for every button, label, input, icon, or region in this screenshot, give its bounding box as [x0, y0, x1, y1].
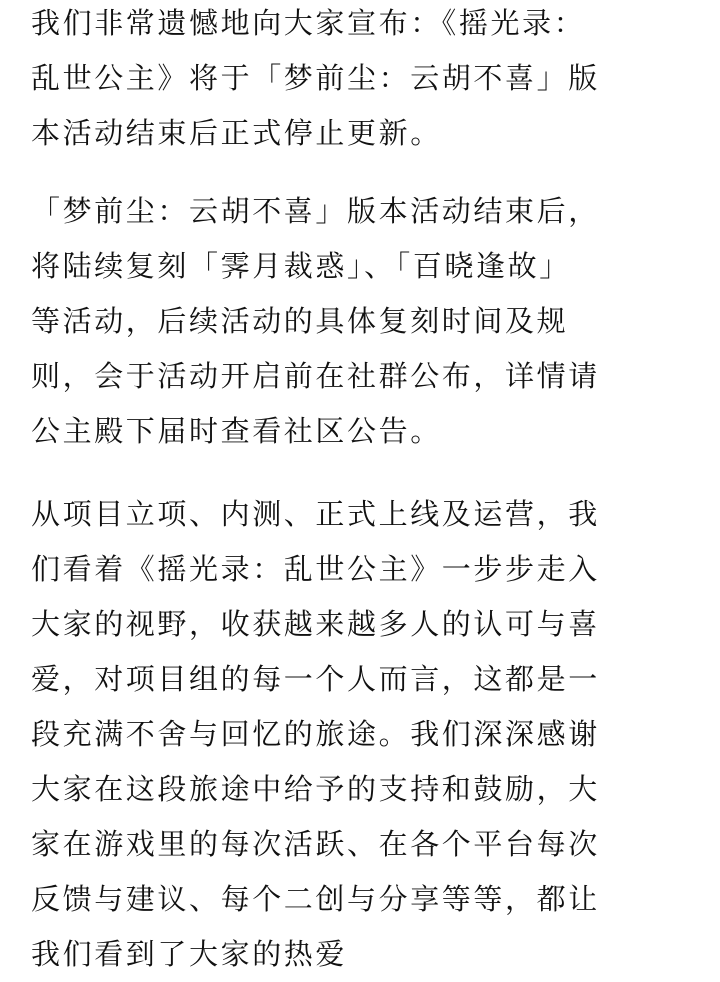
announcement-paragraph: [31, 0, 671, 161]
text-line: 段充满不舍与回忆的旅途。我们深深感谢: [31, 717, 600, 751]
text-line: 等活动，后续活动的具体复刻时间及规: [31, 304, 569, 338]
text-line: 我们非常遗憾地向大家宣布：《摇光录：: [31, 6, 586, 40]
text-line: 大家的视野，收获越来越多人的认可与喜: [31, 607, 600, 641]
text-line: 从项目立项、内测、正式上线及运营，我: [31, 497, 600, 531]
text-line: 大家在这段旅途中给予的支持和鼓励，大: [31, 772, 600, 806]
text-line: 爱，对项目组的每一个人而言，这都是一: [31, 662, 600, 696]
text-line: 我们看到了大家的热爱: [31, 937, 348, 971]
text-line: 本活动结束后正式停止更新。: [31, 116, 442, 150]
text-line: 将陆续复刻「霁月裁惑」、「百晓逢故」: [31, 249, 571, 283]
announcement-paragraph: [31, 487, 671, 982]
text-line: 则，会于活动开启前在社群公布，详情请: [31, 359, 600, 393]
announcement-paragraph: [31, 184, 671, 459]
text-line: 「梦前尘：云胡不喜」版本活动结束后，: [31, 194, 600, 228]
text-line: 家在游戏里的每次活跃、在各个平台每次: [31, 827, 600, 861]
text-line: 反馈与建议、每个二创与分享等等，都让: [31, 882, 600, 916]
text-line: 公主殿下届时查看社区公告。: [31, 414, 442, 448]
text-line: 乱世公主》将于「梦前尘：云胡不喜」版: [31, 61, 600, 95]
text-line: 们看着《摇光录：乱世公主》一步步走入: [31, 552, 600, 586]
